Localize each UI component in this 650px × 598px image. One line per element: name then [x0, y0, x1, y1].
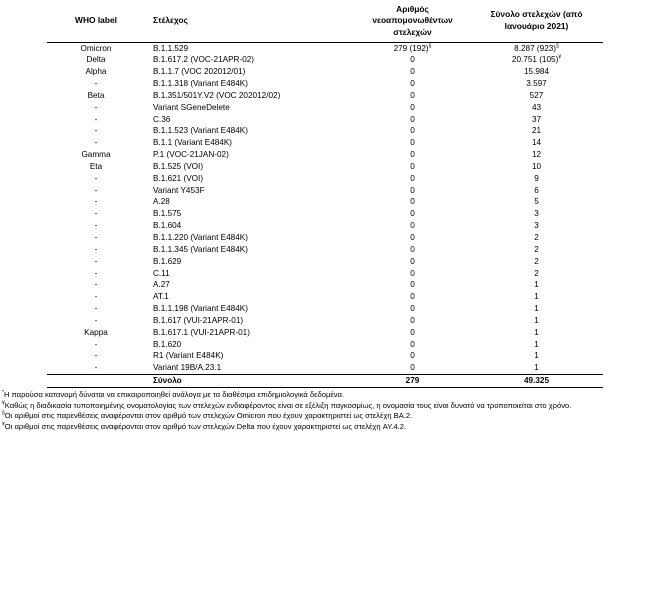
who-label-cell: Beta: [87, 90, 105, 100]
who-label-cell: -: [94, 315, 98, 325]
total-count-cell: 21: [531, 126, 542, 136]
table-row: [47, 220, 603, 232]
table-row: [47, 232, 603, 244]
footnote-text: Καθώς η διαδικασία τυποποιημένης ονοματολογίας των στελεχών ενδιαφέροντος είναι σε εξέλιξη παγκοσμίως, η ονομασία τους είναι δυνατό να τροποποιείται στο χρόνο.: [4, 400, 572, 410]
table-row: [47, 42, 603, 54]
table-row: [47, 185, 603, 197]
strain-cell: B.1.1 (Variant E484K): [153, 138, 233, 148]
table-row: [47, 339, 603, 351]
who-label-cell: -: [94, 102, 98, 112]
table-row: [47, 54, 603, 66]
strain-cell: B.1.1.318 (Variant E484K): [153, 79, 248, 89]
footnote-symbol: *: [2, 389, 4, 396]
total-count-cell: 1: [534, 363, 539, 373]
strain-cell: C.11: [153, 268, 170, 278]
new-count-cell: 0: [410, 138, 415, 148]
who-label-cell: -: [94, 304, 98, 314]
strain-cell: B.1.1.198 (Variant E484K): [153, 304, 248, 314]
who-label-cell: Eta: [89, 161, 103, 171]
who-label-cell: -: [94, 209, 98, 219]
who-label-cell: -: [94, 233, 98, 242]
strain-cell: B.1.1.220 (Variant E484K): [153, 233, 248, 242]
total-count-cell: 1: [534, 304, 539, 314]
total-count-cell: 3: [534, 209, 539, 219]
new-count-cell: 0: [410, 327, 415, 337]
strain-cell: B.1.1.529: [153, 43, 189, 53]
table-footer: [47, 375, 603, 388]
strain-cell: B.1.1.523 (Variant E484K): [153, 126, 248, 136]
table-row: [47, 315, 603, 327]
who-label-cell: -: [94, 256, 98, 266]
who-label-cell: -: [94, 244, 98, 254]
who-label-cell: Kappa: [84, 327, 108, 337]
new-count-cell: 0: [410, 173, 415, 183]
total-count-cell: 2: [534, 244, 539, 254]
table-row: [47, 350, 603, 362]
strain-cell: B.1.525 (VOI): [153, 161, 204, 171]
table-row: [47, 66, 603, 78]
footnote-mark: §: [556, 42, 559, 49]
total-count-cell: 12: [531, 150, 542, 160]
table-row: [47, 196, 603, 208]
total-count-cell: 43: [531, 102, 542, 112]
footnote: [2, 390, 642, 401]
table-row: [47, 125, 603, 137]
table-body: [47, 42, 603, 375]
strain-cell: Variant 19B/A.23.1: [153, 363, 222, 373]
footnote-mark: §: [428, 42, 432, 49]
table-row: [47, 114, 603, 126]
total-count-cell: 6: [534, 185, 539, 195]
new-count-cell: 0: [410, 221, 415, 231]
header-strain: Στέλεχος: [153, 15, 189, 25]
table-row: [47, 268, 603, 280]
strain-cell: B.1.617.2 (VOC-21APR-02): [153, 55, 255, 65]
new-count-cell: 0: [410, 256, 415, 266]
total-count-cell: 1: [534, 339, 539, 349]
strain-cell: C.36: [153, 114, 171, 124]
new-count-cell: 0: [410, 185, 415, 195]
footnote: [2, 401, 642, 412]
total-count-cell: 2: [534, 256, 539, 266]
variants-table: [47, 0, 603, 388]
strain-cell: AT.1: [153, 292, 169, 302]
who-label-cell: -: [94, 126, 98, 136]
total-row: [47, 375, 603, 388]
who-label-cell: -: [94, 363, 98, 373]
total-count-cell: 37: [531, 114, 542, 124]
table-row: [47, 303, 603, 315]
new-count-cell: 0: [410, 102, 415, 112]
strain-cell: B.1.621 (VOI): [153, 173, 204, 183]
who-label-cell: Delta: [86, 55, 106, 65]
strain-cell: B.1.617 (VUI-21APR-01): [153, 315, 244, 325]
who-label-cell: -: [94, 114, 98, 124]
total-count-cell: 1: [534, 351, 539, 361]
new-count-cell: 0: [410, 339, 415, 349]
total-count-cell: 2: [534, 233, 539, 242]
footnote: [2, 422, 642, 433]
table-row: [47, 291, 603, 303]
total-label: Σύνολο: [145, 375, 355, 388]
new-count-cell: 0: [410, 315, 415, 325]
who-label-cell: Alpha: [85, 67, 107, 77]
who-label-cell: -: [94, 185, 98, 195]
new-count-cell: 0: [410, 244, 415, 254]
who-label-cell: -: [94, 292, 98, 302]
table-row: [47, 208, 603, 220]
new-count-cell: 0: [410, 126, 415, 136]
footnote-symbol: ¥: [2, 421, 5, 428]
footnote-mark: ¥: [558, 54, 562, 61]
table-row: [47, 90, 603, 102]
total-count-cell: 1: [534, 315, 539, 325]
total-count-cell: 20.751 (105)¥: [511, 54, 562, 65]
new-count-cell: 0: [410, 280, 415, 290]
new-count-cell: 0: [410, 55, 415, 65]
who-label-cell: -: [94, 197, 98, 207]
table-row: [47, 102, 603, 114]
strain-cell: B.1.629: [153, 256, 182, 266]
total-count-cell: 10: [531, 161, 542, 171]
who-label-cell: -: [94, 173, 98, 183]
table-row: [47, 161, 603, 173]
header-who-label: WHO label: [75, 15, 117, 25]
table-row: [47, 362, 603, 374]
total-count-cell: 1: [534, 280, 539, 290]
total-count-cell: 1: [534, 327, 539, 337]
total-new-count: 279: [355, 375, 470, 388]
strain-cell: Variant SGeneDelete: [153, 102, 230, 112]
total-count-cell: 1: [534, 292, 539, 302]
strain-cell: A.27: [153, 280, 170, 290]
table-header: [47, 0, 603, 42]
table-row: [47, 327, 603, 339]
who-label-cell: -: [94, 339, 98, 349]
table-row: [47, 173, 603, 185]
strain-cell: Variant Y453F: [153, 185, 205, 195]
new-count-cell: 0: [410, 351, 415, 361]
new-count-cell: 0: [410, 268, 415, 278]
new-count-cell: 279 (192)§: [393, 42, 432, 53]
footnote-symbol: §: [2, 410, 5, 417]
table-row: [47, 149, 603, 161]
new-count-cell: 0: [410, 90, 415, 100]
header-total-count: Σύνολο στελεχών (από Ιανουάριο 2021): [490, 9, 583, 31]
strain-cell: A.28: [153, 197, 170, 207]
footnote: [2, 411, 642, 422]
new-count-cell: 0: [410, 304, 415, 314]
strain-cell: B.1.1.345 (Variant E484K): [153, 244, 248, 254]
who-label-cell: -: [94, 79, 98, 89]
who-label-cell: -: [94, 138, 98, 148]
table-row: [47, 279, 603, 291]
total-count-cell: 3.597: [526, 79, 547, 89]
strain-cell: B.1.620: [153, 339, 182, 349]
new-count-cell: 0: [410, 197, 415, 207]
new-count-cell: 0: [410, 233, 415, 242]
variants-table-container: [47, 0, 603, 388]
total-count-cell: 527: [529, 90, 544, 100]
footnote-text: Οι αριθμοί στις παρενθέσεις αναφέρονται στον αριθμό των στελεχών Delta που έχουν χαρακτηριστεί ως στελέχη AY.4.2.: [4, 421, 407, 431]
footnotes: [2, 390, 642, 432]
who-label-cell: Omicron: [80, 43, 112, 53]
new-count-cell: 0: [410, 114, 415, 124]
strain-cell: P.1 (VOC-21JAN-02): [153, 150, 229, 160]
table-row: [47, 137, 603, 149]
table-row: [47, 244, 603, 256]
strain-cell: B.1.1.7 (VOC 202012/01): [153, 67, 246, 77]
table-row: [47, 256, 603, 268]
strain-cell: B.1.575: [153, 209, 182, 219]
who-label-cell: -: [94, 280, 98, 290]
new-count-cell: 0: [410, 67, 415, 77]
total-count-cell: 14: [531, 138, 542, 148]
strain-cell: R1 (Variant E484K): [153, 351, 224, 361]
total-count-cell: 3: [534, 221, 539, 231]
strain-cell: B.1.604: [153, 221, 182, 231]
new-count-cell: 0: [410, 209, 415, 219]
header-new-count: Αριθμός νεοαπομονωθέντων στελεχών: [372, 3, 453, 37]
footnote-text: Οι αριθμοί στις παρενθέσεις αναφέρονται στον αριθμό των στελεχών Omicron που έχουν χαρακτηριστεί ως στελέχη BA.2.: [4, 411, 413, 421]
new-count-cell: 0: [410, 292, 415, 302]
total-overall-count: 49.325: [470, 375, 603, 388]
who-label-cell: -: [94, 351, 98, 361]
total-count-cell: 8.287 (923)§: [514, 42, 559, 53]
total-count-cell: 2: [534, 268, 539, 278]
who-label-cell: -: [94, 221, 98, 231]
new-count-cell: 0: [410, 161, 415, 171]
total-count-cell: 5: [534, 197, 539, 207]
new-count-cell: 0: [410, 363, 415, 373]
strain-cell: B.1.351/501Y.V2 (VOC 202012/02): [153, 90, 281, 100]
footnote-symbol: ¥: [2, 400, 5, 407]
who-label-cell: -: [94, 268, 98, 278]
strain-cell: B.1.617.1 (VUI-21APR-01): [153, 327, 250, 337]
new-count-cell: 0: [410, 79, 415, 89]
who-label-cell: Gamma: [81, 150, 111, 160]
new-count-cell: 0: [410, 150, 415, 160]
total-count-cell: 15.984: [523, 67, 550, 77]
table-row: [47, 78, 603, 90]
total-count-cell: 9: [534, 173, 539, 183]
footnote-text: Η παρούσα κατανομή δύναται να επικαιροποιηθεί ανάλογα με τα διαθέσιμα επιδημιολογικά δεδομένα.: [3, 390, 345, 399]
